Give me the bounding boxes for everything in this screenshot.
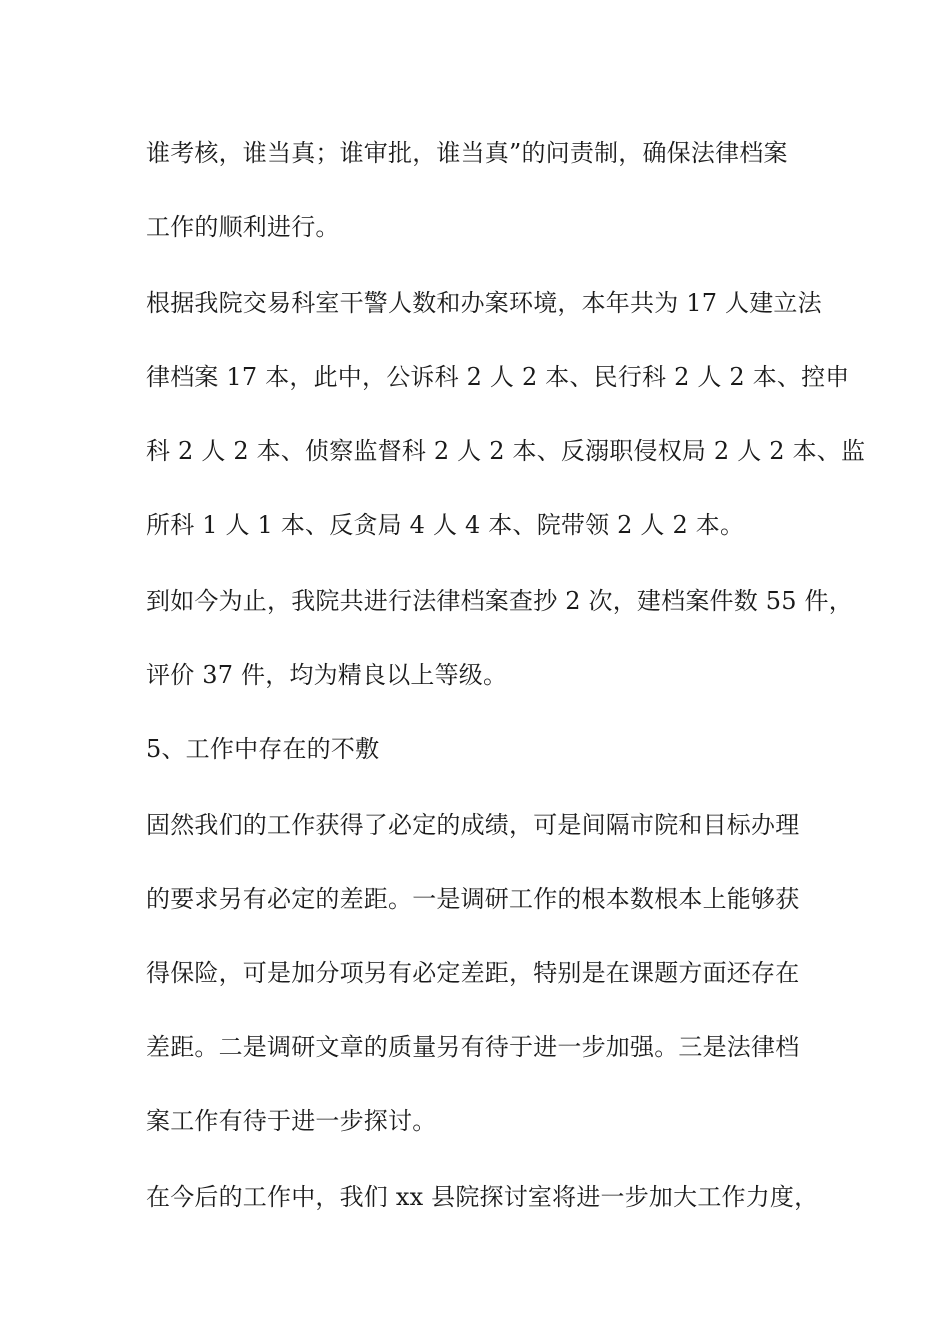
- paragraph-start-line: 在今后的工作中，我们 xx 县院探讨室将进一步加大工作力度，: [146, 1183, 819, 1211]
- section-heading: 5、工作中存在的不敷: [146, 735, 380, 763]
- text-line: 所科 1 人 1 本、反贪局 4 人 4 本、院带领 2 人 2 本。: [146, 511, 745, 539]
- text-line: 评价 37 件，均为精良以上等级。: [146, 661, 508, 689]
- text-line: 谁考核，谁当真；谁审批，谁当真”的问责制，确保法律档案: [146, 139, 788, 167]
- text-line: 得保险，可是加分项另有必定差距，特别是在课题方面还存在: [146, 959, 800, 987]
- text-line: 差距。二是调研文章的质量另有待于进一步加强。三是法律档: [146, 1033, 800, 1061]
- paragraph-start-line: 到如今为止，我院共进行法律档案查抄 2 次，建档案件数 55 件，: [146, 587, 853, 615]
- text-line: 律档案 17 本，此中，公诉科 2 人 2 本、民行科 2 人 2 本、控申: [146, 363, 850, 391]
- text-line: 的要求另有必定的差距。一是调研工作的根本数根本上能够获: [146, 885, 800, 913]
- text-line: 工作的顺利进行。: [146, 213, 340, 241]
- paragraph-start-line: 根据我院交易科室干警人数和办案环境，本年共为 17 人建立法: [146, 289, 822, 317]
- paragraph-start-line: 固然我们的工作获得了必定的成绩，可是间隔市院和目标办理: [146, 811, 800, 839]
- text-line: 科 2 人 2 本、侦察监督科 2 人 2 本、反溺职侵权局 2 人 2 本、监: [146, 437, 866, 465]
- text-line: 案工作有待于进一步探讨。: [146, 1107, 437, 1135]
